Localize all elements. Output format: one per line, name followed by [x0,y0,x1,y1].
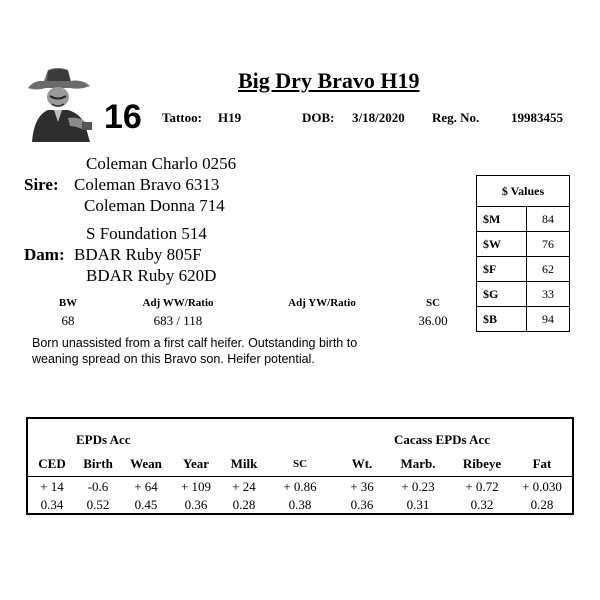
epd-accuracy: 0.38 [288,497,312,512]
sire-label: Sire: [24,175,59,194]
lot-number: 16 [104,98,142,136]
dob-value: 3/18/2020 [352,110,405,125]
sire-sire: Coleman Charlo 0256 [86,154,237,173]
epd-header: Year [183,456,209,471]
epd-value: + 24 [232,479,256,494]
ww-label: Adj WW/Ratio [142,297,214,309]
carcass-epd-group-label: Cacass EPDs Acc [394,432,491,447]
dollar-values-header: $ Values [477,176,570,207]
epd-value: + 36 [350,479,374,494]
sc-label: SC [425,297,441,309]
epd-header: Milk [230,456,258,471]
dollar-key: $W [477,232,527,257]
dam-sire: S Foundation 514 [86,224,207,243]
epd-value: + 0.030 [522,479,562,494]
sire-name: Coleman Bravo 6313 [74,175,220,194]
epd-header: Wt. [351,456,373,471]
table-row [477,307,570,332]
dollar-key: $G [477,282,527,307]
table-row [477,232,570,257]
epd-header: CED [38,456,66,471]
ww-value: 683 / 118 [153,313,203,328]
epd-header: Wean [130,456,162,471]
dollar-value: 84 [527,207,570,232]
dollar-value: 76 [527,232,570,257]
epd-value: -0.6 [87,479,109,494]
epd-value: + 109 [180,479,212,494]
bw-value: 68 [61,313,75,328]
epd-value: + 0.72 [465,479,499,494]
dollar-values-table [476,175,570,332]
table-row [477,207,570,232]
epd-accuracy: 0.34 [40,497,64,512]
sc-value: 36.00 [418,313,448,328]
table-row [477,257,570,282]
epd-value: + 64 [134,479,158,494]
epd-accuracy: 0.36 [184,497,208,512]
epd-accuracy: 0.45 [134,497,158,512]
sire-dam: Coleman Donna 714 [84,196,225,215]
epd-header: Marb. [400,456,436,471]
epd-table [26,417,574,515]
epd-value: + 0.86 [283,479,317,494]
epd-accuracy: 0.32 [470,497,494,512]
dollar-value: 62 [527,257,570,282]
epd-accuracy: 0.28 [232,497,256,512]
dollar-key: $F [477,257,527,282]
epd-accuracy: 0.52 [86,497,110,512]
epd-header: SC [292,458,308,470]
dollar-key: $B [477,307,527,332]
dob-label: DOB: [302,110,335,125]
tattoo-value: H19 [218,110,242,125]
dollar-value: 94 [527,307,570,332]
dollar-value: 33 [527,282,570,307]
dam-name: BDAR Ruby 805F [74,245,202,264]
epd-accuracy: 0.36 [350,497,374,512]
dam-dam: BDAR Ruby 620D [86,266,217,285]
animal-name-title: Big Dry Bravo H19 [238,68,420,93]
dam-label: Dam: [24,245,65,264]
epd-accuracy: 0.28 [530,497,554,512]
epd-header: Birth [83,456,113,471]
epd-divider [28,476,572,477]
epd-value: + 0.23 [401,479,435,494]
table-row [477,282,570,307]
epd-group-label: EPDs Acc [76,432,131,447]
bw-label: BW [58,297,78,309]
epd-header: Ribeye [462,456,502,471]
reg-no-label: Reg. No. [432,110,480,125]
epd-accuracy: 0.31 [406,497,430,512]
description-text: Born unassisted from a first calf heifer. Outstanding birth to weaning spread on this Bravo son. Heifer potential. [32,336,358,366]
tattoo-label: Tattoo: [162,110,202,125]
reg-no-value: 19983455 [511,110,563,125]
epd-value: + 14 [40,479,64,494]
epd-header: Fat [532,456,552,471]
dollar-key: $M [477,207,527,232]
cowboy-logo-icon [24,66,94,142]
yw-label: Adj YW/Ratio [288,297,356,309]
